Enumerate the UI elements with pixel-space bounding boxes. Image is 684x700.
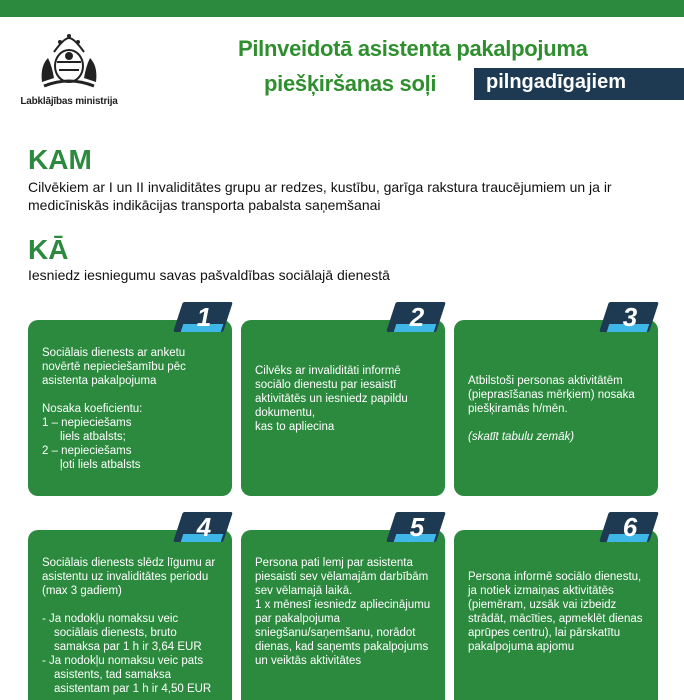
step-card-1 xyxy=(28,320,232,496)
step-number-badge-6 xyxy=(604,512,654,542)
step-2-text: kas to apliecina xyxy=(255,421,335,433)
step-4-text: - Ja nodokļu nomaksu veic sociālais dienests, bruto samaksa par 1 h ir 3,64 EUR xyxy=(42,613,202,653)
step-card-4 xyxy=(28,530,232,700)
step-1-text: 2 – nepieciešams xyxy=(42,445,132,457)
ministry-logo xyxy=(14,30,124,107)
step-card-3 xyxy=(454,320,658,496)
title-badge: pilngadīgajiem xyxy=(474,68,684,100)
step-number-3: 3 xyxy=(622,302,638,332)
step-number-5: 5 xyxy=(409,512,425,542)
ka-heading: KĀ xyxy=(28,234,69,265)
kam-text: Cilvēkiem ar I un II invaliditātes grupu ar redzes, kustību, garīga rakstura traucējumiem un ja ir medicīniskās indikācijas transporta pabalsta saņemšanai xyxy=(28,179,612,213)
step-5-text: Persona pati lemj par asistenta piesaisti sev vēlamajām darbībām sev vēlamajā laikā. xyxy=(255,557,429,597)
step-card-5 xyxy=(241,530,445,700)
step-number-1: 1 xyxy=(196,302,212,332)
step-5-text: 1 x mēnesī iesniedz apliecinājumu par pakalpojuma sniegšanu/saņemšanu, norādot dienas, kad saņemts pakalpojums un veiktās aktivitātes xyxy=(255,599,431,667)
step-number-badge-1 xyxy=(178,302,228,332)
step-card-6 xyxy=(454,530,658,700)
step-number-badge-5 xyxy=(391,512,441,542)
top-color-bar xyxy=(0,0,684,17)
step-1-text: liels atbalsts; xyxy=(60,431,126,443)
step-number-badge-4 xyxy=(178,512,228,542)
step-3-text: Atbilstoši personas aktivitātēm (pieprasīšanas mērķiem) nosaka piešķiramās h/mēn. xyxy=(468,375,635,415)
step-6-text: Persona informē sociālo dienestu, ja notiek izmaiņas aktivitātēs (piemēram, uzsāk vai izbeidz strādāt, mācīties, apmeklēt dienas aprūpes centru), lai pārskatītu pakalpojuma apjomu xyxy=(468,571,643,653)
ka-text: Iesniedz iesniegumu savas pašvaldības sociālajā dienestā xyxy=(28,267,390,283)
coat-of-arms-icon xyxy=(34,30,104,92)
step-2-text: Cilvēks ar invaliditāti informē sociālo dienestu par iesaistī aktivitātēs un iesniedz papildu dokumentu, xyxy=(255,365,408,419)
ministry-caption: Labklājības ministrija xyxy=(20,96,118,107)
page-title-line1: Pilnveidotā asistenta pakalpojuma xyxy=(238,36,588,61)
step-1-text: Nosaka koeficientu: xyxy=(42,403,143,415)
step-4-text: Sociālais dienests slēdz līgumu ar asistentu uz invaliditātes periodu (max 3 gadiem) xyxy=(42,557,216,597)
step-1-text: 1 – nepieciešams xyxy=(42,417,132,429)
kam-heading: KAM xyxy=(28,144,92,175)
step-4-text: - Ja nodokļu nomaksu veic pats asistents, tad samaksa asistentam par 1 h ir 4,50 EUR xyxy=(42,655,212,695)
step-number-6: 6 xyxy=(622,512,638,542)
page-title-line2: piešķiršanas soļi xyxy=(264,71,437,96)
step-card-2 xyxy=(241,320,445,496)
step-3-text: (skatīt tabulu zemāk) xyxy=(468,431,575,443)
step-number-badge-2 xyxy=(391,302,441,332)
step-1-text: ļoti liels atbalsts xyxy=(60,459,141,471)
step-number-2: 2 xyxy=(409,302,425,332)
step-number-badge-3 xyxy=(604,302,654,332)
step-number-4: 4 xyxy=(196,512,212,542)
step-1-text: Sociālais dienests ar anketu novērtē nepieciešamību pēc asistenta pakalpojuma xyxy=(42,347,186,387)
